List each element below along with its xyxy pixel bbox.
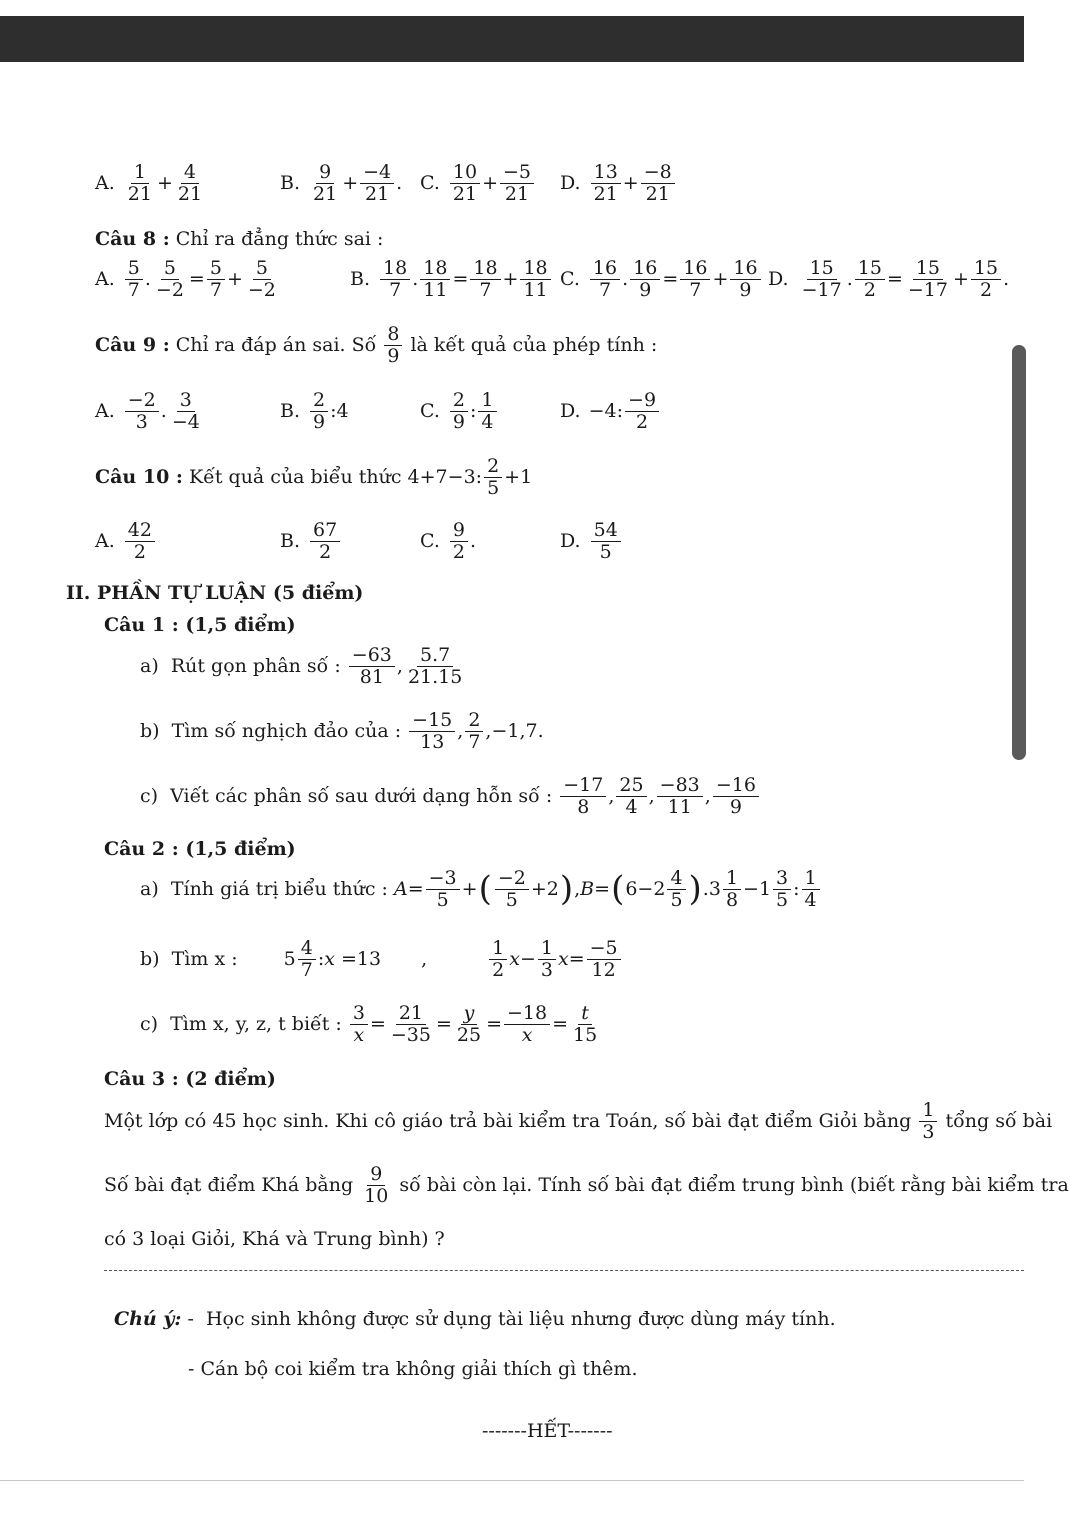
c1-a-text: a) Rút gọn phân số : [140,655,347,678]
q9-option-a: A. −2 3 . 3 −4 [95,390,205,433]
note-label: Chú ý: [114,1308,182,1330]
fraction: $\frac{5}{7}$ [207,258,225,301]
fraction: $\frac{-18}{x}$ [504,1003,550,1046]
c1-c-text: c) Viết các phân số sau dưới dạng hỗn số : [140,785,559,808]
fraction: $\frac{18}{7}$ [470,258,500,301]
q9-question [95,324,657,367]
scrollbar-thumb[interactable] [1012,345,1026,760]
fraction: 54 5 [591,520,621,563]
option-label: B. [350,268,371,291]
q8-question [95,228,383,250]
option-label: C. [420,172,440,195]
fraction: 9 2 [450,520,468,563]
q9-title: Câu 9 : [95,334,170,357]
fraction: −2 3 [125,390,159,433]
fraction: 67 2 [310,520,340,563]
fraction: 5.7 21.15 [407,644,463,688]
option-label: A. [95,172,115,195]
c2-c-expr: $\frac{3}{x}$ = $\frac{21}{-35}$ = $\frac{y}{25}$ = $\frac{-18}{x}$ = $\frac{t}{15}$ [348,1003,602,1046]
c2-b-text: b) Tìm x : [140,948,244,971]
q8-option-b: B. 18 7 . $\frac{18}{11}$ = $\frac{18}{7}$ + $\frac{18}{11}$ [350,258,553,301]
q9-fraction [384,324,402,367]
option-label: B. [280,400,301,423]
c3-line1-frac: 1 3 [919,1100,937,1143]
fraction: $\frac{15}{2}$ [855,258,885,301]
fraction: 2 5 [484,456,502,499]
q7-option-d: D. 13 21 + $\frac{-8}{21}$ [560,162,677,205]
fraction: 10 21 [450,162,480,205]
q8-text: Chỉ ra đẳng thức sai : [169,228,384,250]
fraction: 3 −4 [171,389,200,433]
fraction: $\frac{5}{-2}$ [155,257,184,301]
q9-frac-den: 9 [387,344,400,367]
fraction: 2 7 [465,710,483,753]
option-label: C. [420,400,440,423]
fraction: 1 4 [478,390,496,433]
fraction: 42 2 [125,520,155,563]
fraction: 2 9 [310,390,328,433]
fraction: $\frac{-8}{21}$ [641,162,675,205]
c2-a-text: a) Tính giá trị biểu thức : [140,878,394,901]
fraction: 25 4 [616,775,646,818]
c1-b-expr: −15 13 , 2 7 ,−1,7. [407,710,543,753]
q10-option-a [95,520,157,563]
fraction: $\frac{5}{-2}$ [247,257,276,301]
c1-a-expr: −63 81 , 5.7 21.15 [347,645,468,688]
c2-title: Câu 2 : (1,5 điểm) [104,838,296,860]
c2-b: b) Tìm x : 5 4 7 : x =13 , 1 2 x − 1 3 x = −5 12 [140,938,623,981]
c2-c [140,1003,602,1046]
fraction: $\frac{15}{-17}$ [907,257,948,301]
fraction: $\frac{-4}{21}$ [360,162,394,205]
fraction: $\frac{18}{11}$ [420,258,450,301]
fraction: −15 13 [409,710,455,753]
q7-option-a: A. 1 21 + $\frac{4}{21}$ [95,162,207,205]
q9-text-after: là kết quả của phép tính : [404,334,658,357]
q10-option-d [560,520,623,563]
c3-line1 [104,1100,1052,1143]
option-label: D. [560,172,581,195]
fraction: 5 7 [125,258,143,301]
c1-b-text: b) Tìm số nghịch đảo của : [140,720,408,743]
q8-option-c: C. 16 7 . $\frac{16}{9}$ = $\frac{16}{7}$ + $\frac{16}{9}$ [560,258,763,301]
option-label: A. [95,268,115,291]
c1-title: Câu 1 : (1,5 điểm) [104,614,296,636]
option-label: B. [280,172,301,195]
c1-c-expr: −17 8 , 25 4 , −83 11 , −16 9 [558,775,761,818]
c3-line1-after: tổng số bài [939,1110,1053,1133]
c3-line1-before: Một lớp có 45 học sinh. Khi cô giáo trả bài kiểm tra Toán, số bài đạt điểm Giỏi bằng [104,1110,918,1133]
fraction: 18 7 [380,258,410,301]
fraction: $\frac{4}{21}$ [177,161,203,205]
c1-c [140,775,761,818]
fraction: $\frac{-5}{21}$ [500,162,534,205]
c3-line2-before: Số bài đạt điểm Khá bằng [104,1174,360,1197]
fraction: $\frac{21}{-35}$ [390,1002,431,1046]
q9-option-c: C. 2 9 : 1 4 [420,390,499,433]
q10-expression: 4+7−3: 2 5 +1 [407,455,533,499]
fraction: 9 21 [313,161,338,205]
q10-option-c: C. 9 2 . [420,519,477,563]
dashed-divider [104,1270,1024,1271]
option-label: D. [560,400,581,423]
fraction: $\frac{t}{15}$ [573,1002,598,1046]
q8-option-d: D. 15 −17 . $\frac{15}{2}$ = $\frac{15}{-17}$ + $\frac{15}{2}$ . [768,257,1010,301]
note-line1-text: - Học sinh không được sử dụng tài liệu nhưng được dùng máy tính. [181,1308,836,1330]
q8-title: Câu 8 : [95,228,170,250]
q8-option-a: A. 5 7 . $\frac{5}{-2}$ = $\frac{5}{7}$ + $\frac{5}{-2}$ [95,258,281,301]
fraction: −16 9 [713,775,759,818]
q10-option-b [280,520,342,563]
q10-title: Câu 10 : [95,466,183,489]
option-label: C. [560,268,580,291]
fraction: 1 21 [127,161,152,205]
fraction: 2 9 [450,390,468,433]
fraction: $\frac{16}{7}$ [680,258,710,301]
q10-question [95,456,532,499]
option-label: C. [420,530,440,553]
viewer-top-strip [0,0,1024,16]
option-label: A. [95,400,115,423]
fraction: $\frac{16}{9}$ [630,258,660,301]
fraction: $\frac{y}{25}$ [456,1002,482,1046]
q10-text: Kết quả của biểu thức [182,466,408,489]
part2-heading: II. PHẦN TỰ LUẬN (5 điểm) [66,582,364,604]
note-line1 [114,1308,836,1330]
option-label: D. [768,268,789,291]
option-label: B. [280,530,301,553]
c3-title: Câu 3 : (2 điểm) [104,1068,276,1090]
c2-c-text: c) Tìm x, y, z, t biết : [140,1013,348,1036]
fraction: −9 2 [625,390,659,433]
fraction: $\frac{18}{11}$ [520,258,550,301]
end-marker: -------HẾT------- [482,1420,613,1442]
fraction: 16 7 [590,258,620,301]
fraction: $\frac{3}{x}$ [350,1003,368,1046]
page-bottom-border [0,1480,1024,1481]
fraction: 15 −17 [801,257,842,301]
fraction: 13 21 [591,162,621,205]
c2-a: a) Tính giá trị biểu thức : A = −3 5 + ( −2 5 +2 ) , B = ( 6−2 4 5 ) .3 1 8 −1 3 5 : 1 4 [140,868,822,911]
c1-b [140,710,544,753]
c3-line3: có 3 loại Giỏi, Khá và Trung bình) ? [104,1228,445,1250]
q9-frac-num: 8 [384,324,402,346]
fraction: −63 81 [349,645,395,688]
c3-line2-frac: 9 10 [364,1163,389,1207]
fraction: −17 8 [560,775,606,818]
q7-option-c: C. 10 21 + $\frac{-5}{21}$ [420,162,536,205]
q9-text-before: Chỉ ra đáp án sai. Số [169,334,383,357]
q9-option-d: D. −4: −9 2 [560,390,661,433]
c1-a [140,645,467,688]
c3-line2-after: số bài còn lại. Tính số bài đạt điểm trung bình (biết rằng bài kiểm tra [393,1174,1069,1197]
note-line2: - Cán bộ coi kiểm tra không giải thích gì thêm. [188,1358,638,1380]
option-label: D. [560,530,581,553]
q7-option-b: B. 9 21 + $\frac{-4}{21}$ . [280,161,403,205]
c3-line2 [104,1164,1069,1207]
fraction: $\frac{15}{2}$ [971,258,1001,301]
option-label: A. [95,530,115,553]
q9-option-b: B. 2 9 :4 [280,389,349,433]
fraction: −83 11 [657,775,703,818]
fraction: $\frac{16}{9}$ [730,258,760,301]
